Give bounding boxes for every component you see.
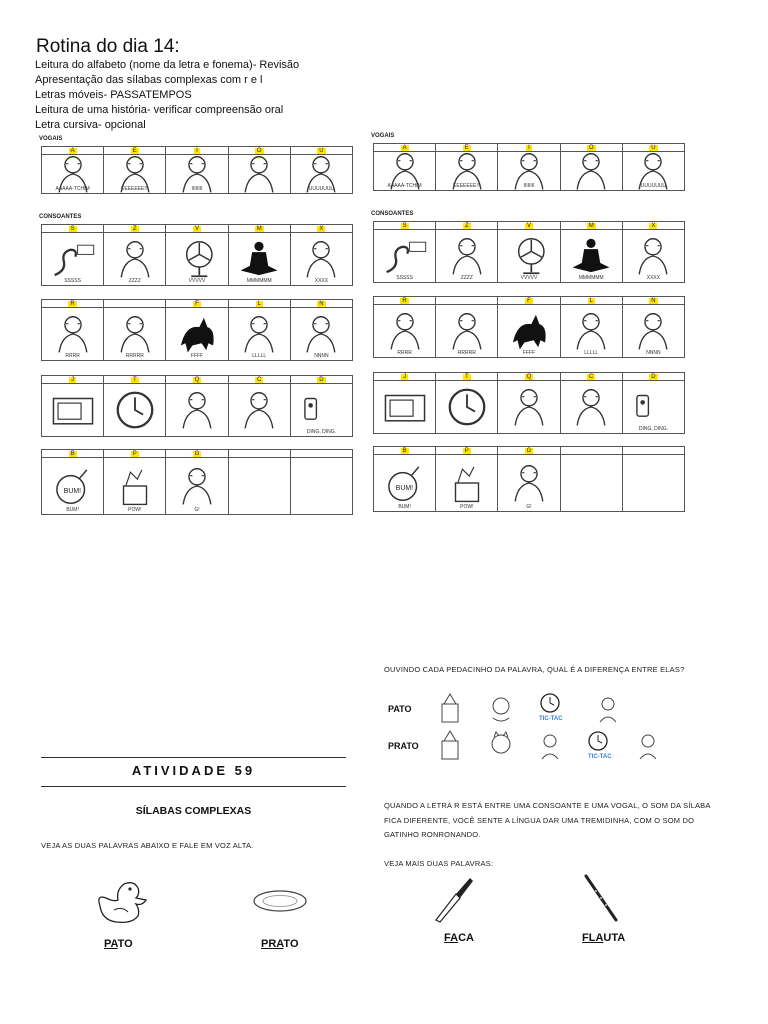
letter-label: L	[257, 300, 261, 307]
sound-caption: DING, DING.	[638, 426, 668, 432]
explanation-line-3: GATINHO RONRONANDO.	[384, 830, 481, 839]
activity-bottom-rule	[41, 786, 346, 787]
microwave-icon	[42, 384, 103, 436]
letter-cell	[42, 376, 104, 436]
microwave-icon	[374, 381, 435, 433]
letter-cell	[561, 222, 623, 282]
alphabet-row	[41, 375, 353, 437]
letter-cell	[374, 297, 436, 357]
bee-icon	[436, 230, 497, 282]
letter-cell	[291, 147, 352, 193]
prato-syllable-pictures	[438, 729, 668, 768]
letter-label: T	[132, 376, 137, 383]
letter-label: C	[589, 373, 594, 380]
letter-label: U	[319, 147, 324, 154]
letter-cell	[166, 376, 228, 436]
letter-cell	[374, 373, 436, 433]
dog-growling-icon	[374, 305, 435, 357]
phone-press-icon	[229, 384, 290, 436]
sound-caption: VVVVV	[520, 275, 538, 281]
sound-caption: MMMMMM	[246, 278, 272, 284]
duck-icon	[92, 876, 152, 931]
letter-cell	[229, 376, 291, 436]
letter-label: E	[132, 147, 137, 154]
hurt-person-icon	[498, 152, 559, 190]
routine-line-5: Letra cursiva- opcional	[35, 119, 146, 131]
letter-label: B	[70, 450, 75, 457]
sound-caption: EEEEEEE!!!	[121, 186, 149, 192]
gift-box-icon	[104, 458, 165, 514]
letter-label: M	[588, 222, 594, 229]
sound-caption: SSSSS	[396, 275, 413, 281]
letter-cell	[42, 450, 104, 514]
letter-cell	[166, 225, 228, 285]
sound-caption: UUUUUUU	[640, 183, 667, 189]
surprised-woman-icon	[561, 152, 622, 190]
meditation-icon	[229, 233, 290, 285]
sound-caption: EEEEEEE!!!	[453, 183, 481, 189]
knife-icon	[432, 876, 476, 929]
crying-woman-icon	[623, 152, 684, 190]
letter-cell	[104, 147, 166, 193]
letter-label: P	[464, 447, 469, 454]
sound-caption: VVVVV	[188, 278, 206, 284]
section-label-consonants: CONSOANTES	[39, 214, 82, 220]
letter-cell	[374, 447, 436, 511]
letter-cell	[104, 225, 166, 285]
alphabet-row	[373, 143, 685, 191]
hand-phone-icon	[166, 384, 227, 436]
letter-label: O	[256, 147, 262, 154]
letter-label: T	[464, 373, 469, 380]
pato-syllable-pictures	[438, 692, 638, 731]
letter-label: F	[195, 300, 199, 307]
routine-line-1: Leitura do alfabeto (nome da letra e fonema)- Revisão	[35, 59, 300, 71]
hand-phone-icon	[498, 381, 559, 433]
letter-label: A	[70, 147, 75, 154]
clock-icon	[436, 381, 497, 433]
letter-cell	[42, 225, 104, 285]
letter-label: I	[528, 144, 530, 151]
routine-line-2: Apresentação das sílabas complexas com r e l	[35, 74, 263, 86]
gift-box-icon	[436, 455, 497, 511]
syllable-icons-prato	[438, 729, 668, 763]
sound-caption: UUUUUUU	[308, 186, 335, 192]
shushing-icon	[291, 233, 352, 285]
sound-caption: POW!	[460, 504, 474, 510]
alphabet-row	[41, 299, 353, 361]
sound-caption: XXXX	[646, 275, 661, 281]
gasping-woman-icon	[498, 455, 559, 511]
sound-caption: NNNN	[646, 350, 661, 356]
letter-cell	[166, 300, 228, 360]
sound-caption: G!	[194, 507, 200, 513]
pato-label: PATO	[388, 704, 412, 714]
alphabet-row	[373, 372, 685, 434]
letter-cell	[42, 147, 104, 193]
explanation-line-1: QUANDO A LETRA R ESTÁ ENTRE UMA CONSOANTE E UMA VOGAL, O SOM DA SÍLABA	[384, 801, 711, 810]
sound-caption: MMMMMM	[578, 275, 604, 281]
bomb-icon	[374, 455, 435, 511]
sound-caption: POW!	[128, 507, 142, 513]
tic-tac-label-2: TIC-TAC	[588, 754, 612, 760]
letter-label: Z	[464, 222, 469, 229]
sound-caption: LLLLL	[584, 350, 599, 356]
letter-cell	[623, 297, 684, 357]
cheering-person-icon	[104, 155, 165, 193]
sound-caption: RRRRR	[125, 353, 144, 359]
letter-label: S	[402, 222, 407, 229]
letter-cell	[374, 144, 436, 190]
letter-cell	[498, 447, 560, 511]
letter-label: B	[402, 447, 407, 454]
letter-cell	[374, 222, 436, 282]
fan-icon	[166, 233, 227, 285]
clock-icon	[104, 384, 165, 436]
meditation-icon	[561, 230, 622, 282]
letter-cell	[166, 450, 228, 514]
letter-cell	[291, 225, 352, 285]
alphabet-row	[373, 221, 685, 283]
letter-label: Q	[194, 376, 200, 383]
word-faca: FACA	[444, 932, 474, 944]
letter-label: R	[402, 297, 407, 304]
letter-label: F	[527, 297, 531, 304]
angry-cat-icon	[498, 305, 559, 357]
letter-cell	[436, 222, 498, 282]
letter-cell	[436, 373, 498, 433]
fan-icon	[498, 230, 559, 282]
letter-cell	[42, 300, 104, 360]
alphabet-row	[41, 146, 353, 194]
sound-caption: FFFF	[190, 353, 204, 359]
word-flauta: FLAUTA	[582, 932, 626, 944]
alphabet-row	[373, 296, 685, 358]
letter-cell	[291, 300, 352, 360]
letter-label: Q	[526, 373, 532, 380]
flute-icon	[582, 874, 622, 929]
activity-top-rule	[41, 757, 346, 758]
confused-person-icon	[623, 305, 684, 357]
letter-cell	[104, 376, 166, 436]
sound-caption: BUM!	[66, 507, 79, 513]
letter-label: A	[402, 144, 407, 151]
letter-label: C	[257, 376, 262, 383]
singing-icon	[561, 305, 622, 357]
sound-caption: IIIIIIII	[523, 183, 535, 189]
letter-label: P	[132, 450, 137, 457]
see-more-text: VEJA MAIS DUAS PALAVRAS:	[384, 859, 494, 868]
dog-growling-icon	[42, 308, 103, 360]
tic-tac-label-1: TIC-TAC	[539, 716, 563, 722]
alphabet-row	[41, 224, 353, 286]
section-label-vowels: VOGAIS	[39, 136, 63, 142]
sound-caption: LLLLL	[252, 353, 267, 359]
sound-caption: BUM!	[398, 504, 411, 510]
letter-cell	[498, 144, 560, 190]
activity-number: ATIVIDADE 59	[131, 763, 256, 778]
sound-caption: ZZZZ	[128, 278, 141, 284]
letter-label: D	[651, 373, 656, 380]
letter-label: J	[71, 376, 75, 383]
confused-person-icon	[291, 308, 352, 360]
sound-caption: RRRR	[397, 350, 412, 356]
letter-cell	[436, 447, 498, 511]
sound-caption: NNNN	[314, 353, 329, 359]
letter-label: Z	[132, 225, 137, 232]
hurt-person-icon	[166, 155, 227, 193]
screaming-person-icon	[374, 152, 435, 190]
letter-label: S	[70, 225, 75, 232]
routine-line-4: Leitura de uma história- verificar compreensão oral	[35, 104, 284, 116]
prato-label: PRATO	[388, 741, 419, 751]
sound-caption: RRRRR	[457, 350, 476, 356]
letter-label: M	[256, 225, 262, 232]
activity-heading: SÍLABAS COMPLEXAS	[135, 805, 252, 817]
sound-caption: FFFF	[522, 350, 536, 356]
letter-cell	[436, 297, 498, 357]
sound-caption: DING, DING.	[306, 429, 336, 435]
doorbell-icon	[291, 384, 352, 436]
surprised-woman-icon	[229, 155, 290, 193]
phone-press-icon	[561, 381, 622, 433]
letter-cell	[291, 376, 352, 436]
letter-cell	[623, 144, 684, 190]
letter-label: J	[403, 373, 407, 380]
routine-line-3: Letras móveis- PASSATEMPOS	[35, 89, 192, 101]
bomb-icon	[42, 458, 103, 514]
letter-label: G	[194, 450, 200, 457]
letter-cell	[104, 300, 166, 360]
section-label-consonants: CONSOANTES	[371, 211, 414, 217]
plate-icon	[252, 888, 308, 919]
letter-label: R	[70, 300, 75, 307]
crying-woman-icon	[291, 155, 352, 193]
sound-caption: SSSSS	[64, 278, 81, 284]
section-label-vowels: VOGAIS	[371, 133, 395, 139]
letter-label: N	[319, 300, 324, 307]
sound-caption: G!	[526, 504, 532, 510]
word-pato: PATO	[104, 938, 133, 950]
letter-cell	[623, 373, 684, 433]
letter-label: X	[651, 222, 656, 229]
letter-cell	[229, 300, 291, 360]
letter-label: E	[464, 144, 469, 151]
letter-cell	[561, 297, 623, 357]
shushing-icon	[623, 230, 684, 282]
letter-cell	[166, 147, 228, 193]
word-prato: PRATO	[261, 938, 299, 950]
letter-cell	[561, 373, 623, 433]
sound-caption: ZZZZ	[460, 275, 473, 281]
snake-icon	[42, 233, 103, 285]
letter-cell	[291, 450, 352, 514]
bee-icon	[104, 233, 165, 285]
explanation-line-2: FICA DIFERENTE, VOCÊ SENTE A LÍNGUA DAR UMA TREMIDINHA, COM O SOM DO	[384, 816, 695, 825]
letter-cell	[498, 297, 560, 357]
sound-caption: IIIIIIII	[191, 186, 203, 192]
letter-label: N	[651, 297, 656, 304]
letter-cell	[623, 222, 684, 282]
singing-icon	[229, 308, 290, 360]
angry-cat-icon	[166, 308, 227, 360]
sound-caption: XXXX	[314, 278, 329, 284]
alphabet-row	[41, 449, 353, 515]
sound-caption: AAAAA-TCHIM	[55, 186, 90, 192]
cat-purring-icon	[104, 308, 165, 360]
letter-label: L	[589, 297, 593, 304]
letter-label: G	[526, 447, 532, 454]
letter-cell	[623, 447, 684, 511]
letter-cell	[229, 147, 291, 193]
letter-cell	[498, 222, 560, 282]
letter-label: U	[651, 144, 656, 151]
activity-instruction: VEJA AS DUAS PALAVRAS ABAIXO E FALE EM VOZ ALTA.	[41, 841, 254, 850]
letter-label: D	[319, 376, 324, 383]
svg-text:BUM!: BUM!	[395, 484, 413, 492]
gasping-woman-icon	[166, 458, 227, 514]
letter-cell	[561, 447, 623, 511]
question-text: OUVINDO CADA PEDACINHO DA PALAVRA, QUAL É A DIFERENÇA ENTRE ELAS?	[384, 665, 685, 674]
letter-label: O	[588, 144, 594, 151]
letter-label: I	[196, 147, 198, 154]
letter-cell	[561, 144, 623, 190]
letter-cell	[104, 450, 166, 514]
letter-label: X	[319, 225, 324, 232]
letter-cell	[229, 225, 291, 285]
cat-purring-icon	[436, 305, 497, 357]
alphabet-row	[373, 446, 685, 512]
letter-cell	[436, 144, 498, 190]
letter-cell	[498, 373, 560, 433]
letter-cell	[229, 450, 291, 514]
syllable-icons-pato	[438, 692, 638, 726]
cheering-person-icon	[436, 152, 497, 190]
sound-caption: AAAAA-TCHIM	[387, 183, 422, 189]
screaming-person-icon	[42, 155, 103, 193]
letter-label: V	[195, 225, 200, 232]
sound-caption: RRRR	[65, 353, 80, 359]
page-title: Rotina do dia 14:	[36, 36, 180, 57]
svg-text:BUM!: BUM!	[63, 487, 81, 495]
doorbell-icon	[623, 381, 684, 433]
letter-label: V	[527, 222, 532, 229]
snake-icon	[374, 230, 435, 282]
